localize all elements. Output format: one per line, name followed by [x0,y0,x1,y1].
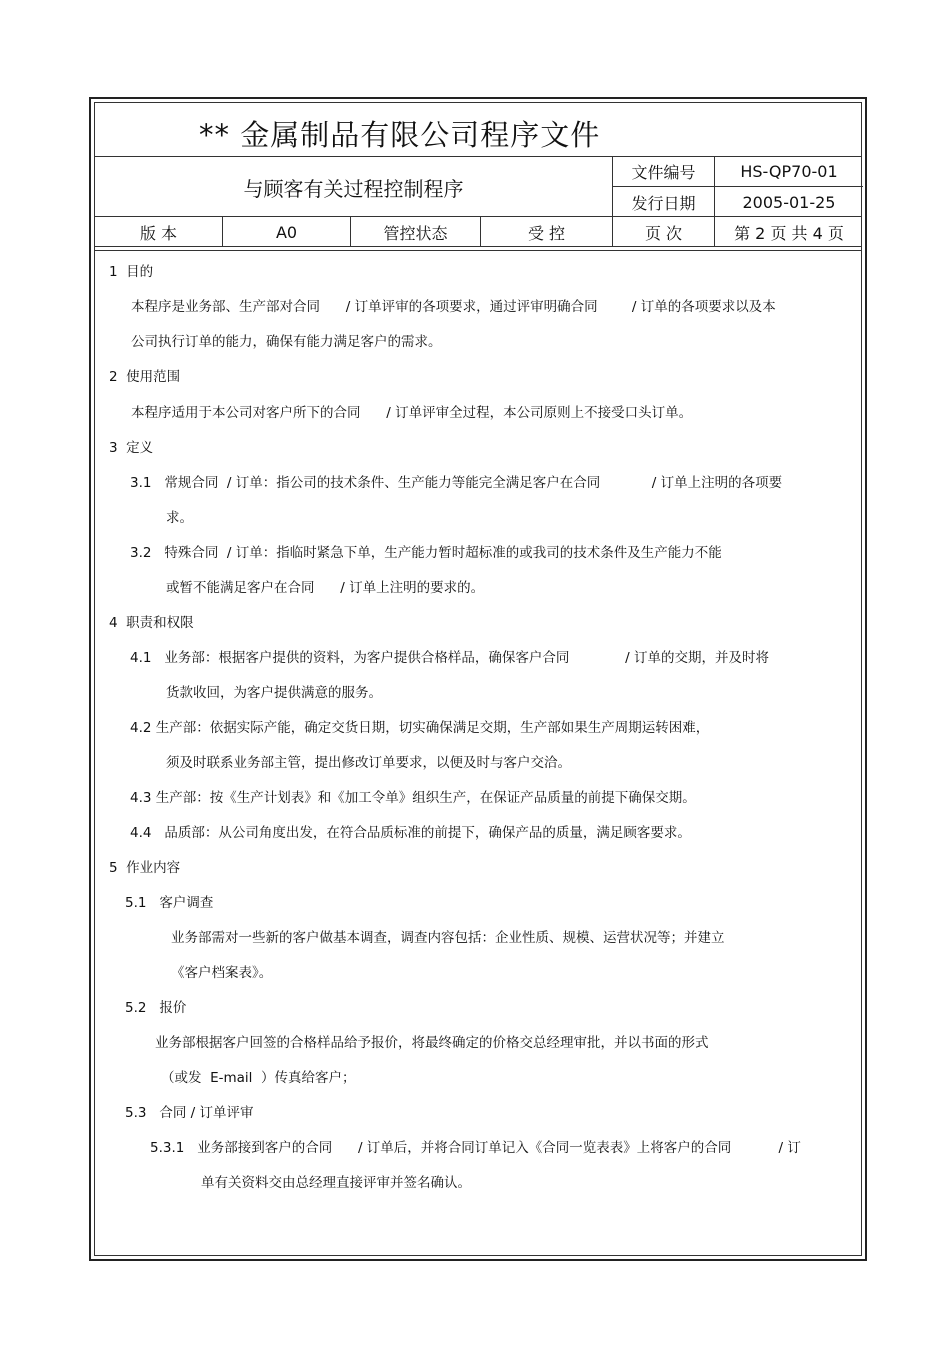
company-title: ** 金属制品有限公司程序文件 [199,118,601,152]
paragraph-line: 5.3.1 业务部接到客户的合同 / 订单后，并将合同订单记入《合同一览表表》上将客户的合同 / 订 [150,1140,801,1156]
subsection-heading: 5.1 客户调查 [125,895,214,911]
paragraph-line: 4.4 品质部：从公司角度出发，在符合品质标准的前提下，确保产品的质量，满足顾客要求。 [130,825,691,841]
issue-date-label: 发行日期 [613,187,715,217]
paragraph-line: 4.3 生产部：按《生产计划表》和《加工令单》组织生产，在保证产品质量的前提下确保交期。 [130,790,696,806]
paragraph-line: 本程序适用于本公司对客户所下的合同 / 订单评审全过程，本公司原则上不接受口头订单。 [131,405,693,421]
paragraph-line: 4.1 业务部：根据客户提供的资料，为客户提供合格样品，确保客户合同 / 订单的交期，并及时将 [130,650,769,666]
document-inner-border [94,102,862,1256]
paragraph-line: 单有关资料交由总经理直接评审并签名确认。 [201,1175,471,1191]
paragraph-line: 须及时联系业务部主管，提出修改订单要求，以便及时与客户交洽。 [166,755,571,771]
procedure-name: 与顾客有关过程控制程序 [95,157,613,217]
doc-no-label: 文件编号 [613,157,715,187]
paragraph-line: 3.2 特殊合同 / 订单：指临时紧急下单，生产能力暂时超标准的或我司的技术条件及生产能力不能 [130,545,722,561]
procedure-row [95,157,861,217]
header-double-rule [95,250,861,251]
issue-date-value: 2005-01-25 [742,192,836,212]
paragraph-line: 3.1 常规合同 / 订单：指公司的技术条件、生产能力等能完全满足客户在合同 / 订单上注明的各项要 [130,475,783,491]
paragraph-line: 公司执行订单的能力，确保有能力满足客户的需求。 [131,334,442,350]
title-row [95,103,861,157]
page-label: 页 次 [613,217,715,247]
paragraph-line: 或暂不能满足客户在合同 / 订单上注明的要求的。 [166,580,485,596]
paragraph-line: 4.2 生产部：依据实际产能，确定交货日期，切实确保满足交期，生产部如果生产周期运转困难， [130,720,710,736]
control-label: 管控状态 [351,217,481,247]
section-4-heading: 4 职责和权限 [109,615,194,631]
section-3-heading: 3 定义 [109,440,154,456]
info-row [95,217,861,247]
subsection-heading: 5.2 报价 [125,1000,187,1016]
paragraph-line: 求。 [166,510,193,526]
section-5-heading: 5 作业内容 [109,860,181,876]
section-2-heading: 2 使用范围 [109,369,181,385]
paragraph-line: 业务部需对一些新的客户做基本调查，调查内容包括：企业性质、规模、运营状况等；并建立 [171,930,725,946]
paragraph-line: 货款收回，为客户提供满意的服务。 [166,685,382,701]
control-value: 受 控 [481,217,613,247]
section-1-heading: 1 目的 [109,264,154,280]
paragraph-line: （或发 E-mail ）传真给客户； [161,1070,356,1086]
version-value: A0 [223,217,351,247]
subsection-heading: 5.3 合同 / 订单评审 [125,1105,254,1121]
version-label: 版 本 [95,217,223,247]
page-value: 第 2 页 共 4 页 [734,223,844,243]
paragraph-line: 业务部根据客户回签的合格样品给予报价，将最终确定的价格交总经理审批，并以书面的形式 [155,1035,709,1051]
document-frame [89,97,867,1261]
paragraph-line: 本程序是业务部、生产部对合同 / 订单评审的各项要求，通过评审明确合同 / 订单的各项要求以及本 [131,299,776,315]
paragraph-line: 《客户档案表》。 [171,965,273,981]
doc-no-value: HS-QP70-01 [715,157,863,187]
